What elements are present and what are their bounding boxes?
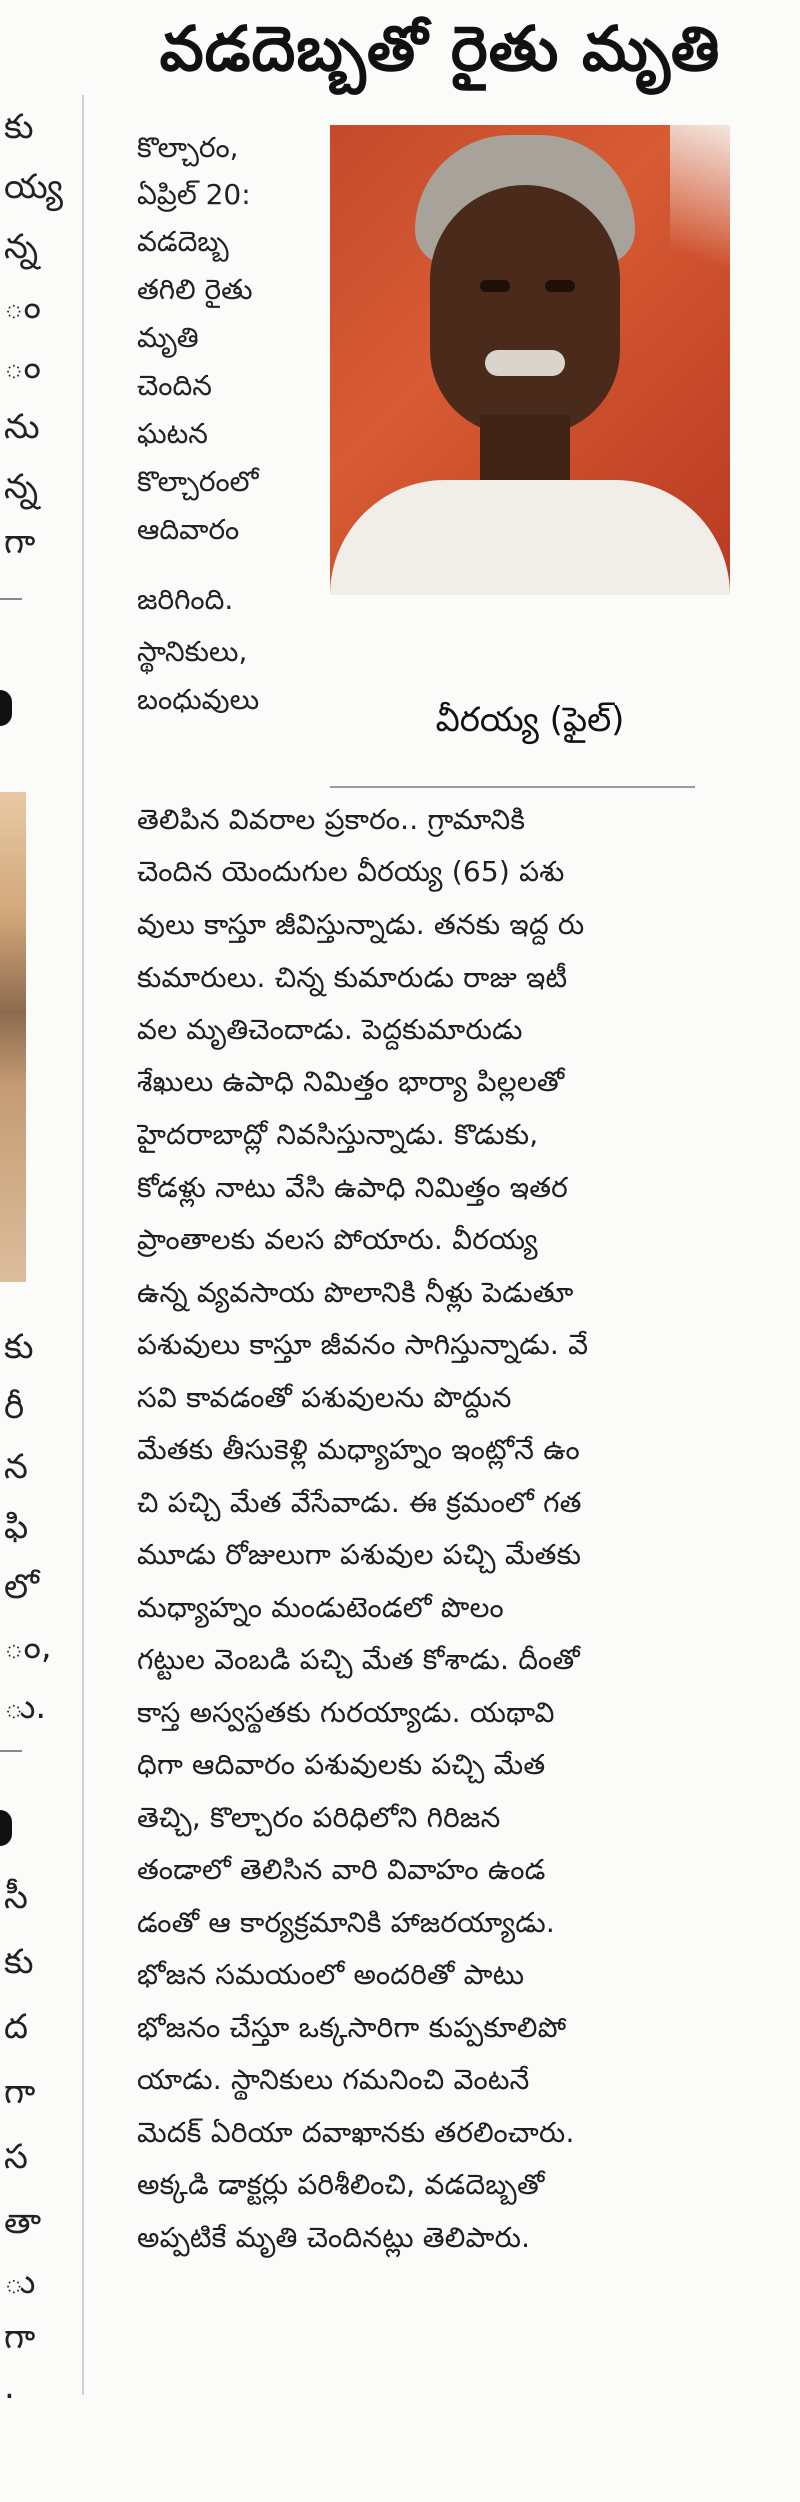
intro-line: మృతి [137,321,199,354]
intro-line: కొల్చారం, [137,131,239,164]
intro-line: ఏప్రిల్ 20: [137,178,251,211]
fragment-text: రీ [4,1387,25,1427]
caption-rule [330,786,695,788]
body-line: మెదక్ ఏరియా దవాఖానకు తరలించారు. [137,2116,575,2149]
intro-line: తగిలి రైతు [137,273,253,306]
body-line: చి పచ్చి మేత వేసేవాడు. ఈ క్రమంలో గత [137,1486,582,1519]
intro-line: బంధువులు [137,683,260,716]
body-line: అక్కడి డాక్టర్లు పరిశీలించి, వడదెబ్బతో [137,2168,545,2201]
fragment-text: గా [4,522,36,562]
body-line: వులు కాస్తూ జీవిస్తున్నాడు. తనకు ఇద్ద రు [137,908,585,941]
body-line: తెలిపిన వివరాల ప్రకారం.. గ్రామానికి [137,803,526,836]
fragment-text: కు [4,107,34,147]
intro-line: వడదెబ్బ [137,225,229,258]
body-line: సవి కావడంతో పశువులను పొద్దున [137,1381,512,1414]
body-line: తండాలో తెలిసిన వారి వివాహం ఉండ [137,1853,546,1886]
body-line: ప్రాంతాలకు వలస పోయారు. వీరయ్య [137,1223,538,1256]
fragment-text: ు [4,2262,36,2302]
body-line: ధిగా ఆదివారం పశువులకు పచ్చి మేత [137,1748,546,1781]
fragment-text: గా [4,2072,36,2112]
section-marker [0,1810,12,1846]
body-line: శేఖులు ఉపాధి నిమిత్తం భార్యా పిల్లలతో [137,1065,565,1098]
fragment-text: ం, [4,1627,52,1667]
body-line: యాడు. స్థానికులు గమనించి వెంటనే [137,2063,530,2096]
body-line: డంతో ఆ కార్యక్రమానికి హాజరయ్యాడు. [137,1906,555,1939]
fragment-text: ఫి [4,1507,29,1547]
fragment-text: ను [4,407,40,447]
fragment-text: గా [4,2317,36,2357]
body-line: కాస్త అస్వస్థతకు గురయ్యాడు. యథావి [137,1696,555,1729]
fragment-text: ం [4,347,41,387]
body-line: హైదరాబాద్లో నివసిస్తున్నాడు. కొడుకు, [137,1118,539,1151]
fragment-text: ు. [4,1687,47,1727]
intro-line: జరిగింది. [137,583,234,616]
intro-line: స్థానికులు, [137,635,248,668]
body-line: కోడళ్లు నాటు వేసి ఉపాధి నిమిత్తం ఇతర [137,1171,568,1204]
body-line: ఉన్న వ్యవసాయ పొలానికి నీళ్లు పెడుతూ [137,1276,574,1309]
body-line: గట్టుల వెంబడి పచ్చి మేత కోశాడు. దీంతో [137,1643,580,1676]
body-line: మేతకు తీసుకెళ్లి మధ్యాహ్నం ఇంట్లోనే ఉం [137,1433,580,1466]
column-separator [82,95,84,2395]
fragment-text: న్న [4,227,38,267]
fragment-text: కు [4,1942,34,1982]
intro-line: ఆదివారం [137,513,240,546]
body-line: అప్పటికే మృతి చెందినట్లు తెలిపారు. [137,2221,531,2254]
divider [0,1750,22,1752]
farmer-photo [330,125,730,595]
divider [0,598,22,600]
fragment-text: స [4,2137,28,2177]
adjacent-photo [0,792,26,1282]
fragment-text: య్య [4,167,63,207]
intro-line: ఘటన [137,417,208,450]
fragment-text: తా [4,2202,42,2242]
body-line: వల మృతిచెందాడు. పెద్దకుమారుడు [137,1013,523,1046]
body-line: పశువులు కాస్తూ జీవనం సాగిస్తున్నాడు. వే [137,1328,589,1361]
fragment-text: ద [4,2007,29,2047]
fragment-text: న [4,1447,28,1487]
fragment-text: ం [4,287,41,327]
body-line: మూడు రోజులుగా పశువుల పచ్చి మేతకు [137,1538,582,1571]
body-line: భోజనం చేస్తూ ఒక్కసారిగా కుప్పకూలిపో [137,2011,567,2044]
fragment-text: లో [4,1567,39,1607]
fragment-text: న్న [4,467,38,507]
article-headline: వడదెబ్బతో రైతు మృతి [159,12,721,85]
intro-line: కొల్చారంలో [137,465,259,498]
body-line: మధ్యాహ్నం మండుటెండలో పొలం [137,1591,504,1624]
photo-caption: వీరయ్య (ఫైల్) [435,700,625,740]
intro-line: చెందిన [137,369,212,402]
body-line: చెందిన యెందుగుల వీరయ్య (65) పశు [137,855,565,888]
fragment-text: సీ [4,1877,28,1917]
body-line: భోజన సమయంలో అందరితో పాటు [137,1958,525,1991]
fragment-text: . [4,2367,15,2407]
fragment-text: కు [4,1327,34,1367]
body-line: తెచ్చి, కొల్చారం పరిధిలోని గిరిజన [137,1801,501,1834]
body-line: కుమారులు. చిన్న కుమారుడు రాజు ఇటీ [137,961,568,994]
adjacent-column-fragment [0,0,80,2502]
section-marker [0,690,12,726]
